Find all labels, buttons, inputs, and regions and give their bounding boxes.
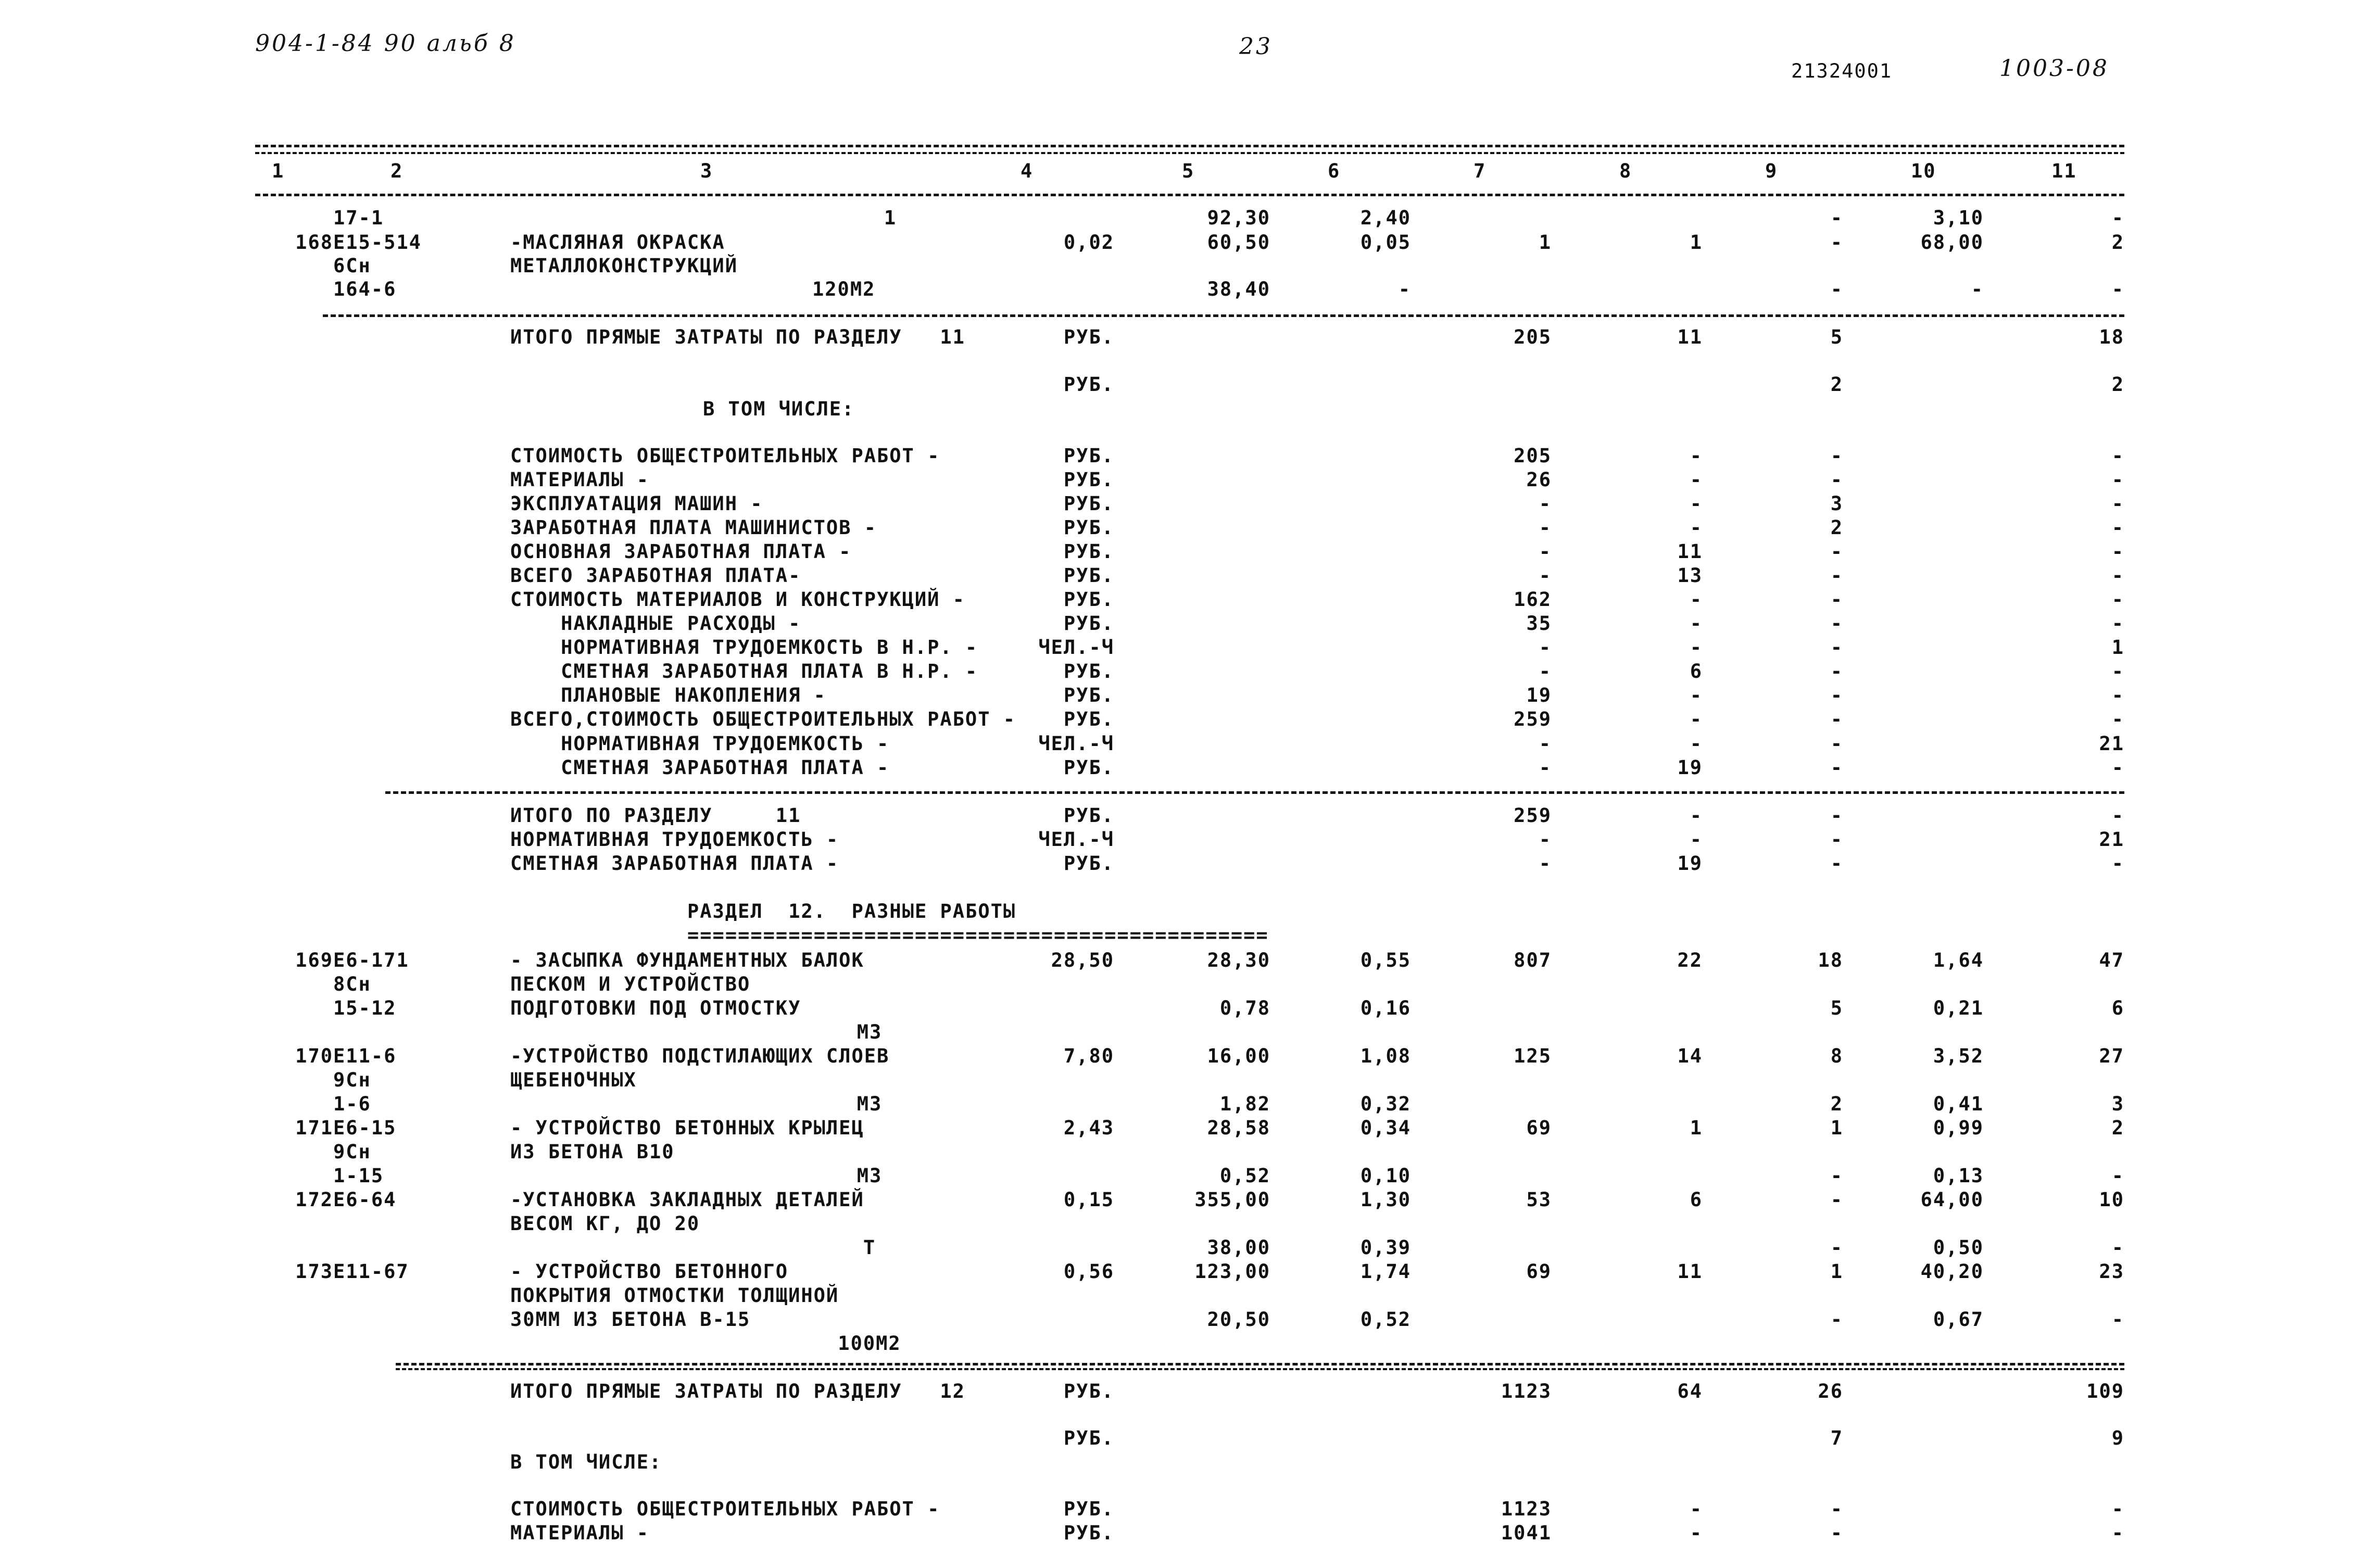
table-cell-c4: РУБ. [1063,1498,1114,1520]
table-cell-c8: - [1690,804,1703,827]
table-cell-c7: - [1539,516,1552,539]
table-cell-c7: 1 [1539,231,1552,254]
table-cell-c6: 1,30 [1360,1188,1411,1211]
table-cell-c3: ПОДГОТОВКИ ПОД ОТМОСТКУ [510,997,801,1019]
table-cell-c11: 2 [2111,231,2124,254]
table-cell-c2: 9Сн [333,1141,371,1163]
table-cell-c4: 2,43 [1063,1117,1114,1139]
table-cell-c3: СТОИМОСТЬ ОБЩЕСТРОИТЕЛЬНЫХ РАБОТ - [510,1498,940,1520]
table-cell-c9: 8 [1830,1045,1843,1067]
table-cell-c9: - [1830,1498,1843,1520]
table-cell-c8: - [1690,1522,1703,1544]
table-cell-c2: Е11-6 [333,1045,397,1067]
table-cell-c3: ЭКСПЛУАТАЦИЯ МАШИН - [510,492,763,515]
table-cell-c6: 1,74 [1360,1260,1411,1283]
table-cell-c5: 60,50 [1207,231,1270,254]
column-number-5: 5 [1182,160,1195,182]
table-cell-c3: РАЗДЕЛ 12. РАЗНЫЕ РАБОТЫ [687,900,1016,922]
section-rule [396,1363,2124,1365]
section-rule [396,1368,2124,1370]
table-cell-c4: 28,50 [1051,949,1114,971]
table-cell-c11: 3 [2111,1093,2124,1115]
table-cell-c11: 6 [2111,997,2124,1019]
table-cell-c3: НОРМАТИВНАЯ ТРУДОЕМКОСТЬ - [510,732,890,755]
table-cell-c10: 40,20 [1920,1260,1984,1283]
table-cell-c10: 0,99 [1933,1117,1984,1139]
table-cell-c4: РУБ. [1063,804,1114,827]
table-cell-c9: 2 [1830,516,1843,539]
table-cell-c9: - [1830,1236,1843,1259]
table-cell-c5: 355,00 [1194,1188,1270,1211]
table-cell-c3: СМЕТНАЯ ЗАРАБОТНАЯ ПЛАТА В Н.Р. - [510,660,978,682]
table-cell-c9: - [1830,1188,1843,1211]
table-cell-c3: В ТОМ ЧИСЛЕ: [703,398,855,420]
table-cell-c6: - [1398,278,1411,300]
table-cell-c4: 0,02 [1063,231,1114,254]
table-cell-c3: ИТОГО ПО РАЗДЕЛУ 11 [510,804,801,827]
table-cell-c3: 120М2 [812,278,876,300]
table-cell-c4: РУБ. [1063,492,1114,515]
table-cell-c8: 1 [1690,1117,1703,1139]
table-cell-c3: - ЗАСЫПКА ФУНДАМЕНТНЫХ БАЛОК [510,949,864,971]
table-cell-c7: 259 [1514,708,1552,730]
table-cell-c9: - [1830,684,1843,706]
table-cell-c2: 1-15 [333,1165,384,1187]
table-cell-c9: 5 [1830,997,1843,1019]
table-cell-c8: - [1690,732,1703,755]
table-cell-c3: ОСНОВНАЯ ЗАРАБОТНАЯ ПЛАТА - [510,540,852,563]
table-cell-c9: - [1830,1308,1843,1331]
table-cell-c7: 69 [1526,1117,1552,1139]
table-cell-c3: ЩЕБЕНОЧНЫХ [510,1069,637,1091]
table-cell-c10: 0,21 [1933,997,1984,1019]
table-cell-c6: 0,16 [1360,997,1411,1019]
table-cell-c3: ПЕСКОМ И УСТРОЙСТВО [510,973,751,995]
table-cell-c8: - [1690,636,1703,659]
table-cell-c9: 5 [1830,326,1843,348]
column-header-rule [255,194,2124,196]
table-cell-c10: 68,00 [1920,231,1984,254]
table-cell-c11: - [2111,1165,2124,1187]
table-cell-c2: Е6-171 [333,949,409,971]
table-cell-c5: 123,00 [1194,1260,1270,1283]
table-cell-c7: - [1539,732,1552,755]
table-cell-c4: РУБ. [1063,1427,1114,1449]
table-cell-c4: РУБ. [1063,684,1114,706]
table-cell-c3: СТОИМОСТЬ МАТЕРИАЛОВ И КОНСТРУКЦИЙ - [510,588,965,611]
stamp-code: 21324001 [1791,60,1893,82]
table-cell-c3: - УСТРОЙСТВО БЕТОННОГО [510,1260,789,1283]
table-cell-c11: - [2111,1236,2124,1259]
table-cell-c11: - [2111,708,2124,730]
table-cell-c9: - [1830,852,1843,875]
column-number-11: 11 [2051,160,2077,182]
table-cell-c7: - [1539,540,1552,563]
table-cell-c7: - [1539,828,1552,851]
section-rule [385,791,2124,794]
table-cell-c2: 8Сн [333,973,371,995]
table-cell-c7: - [1539,636,1552,659]
table-cell-c2: Е11-67 [333,1260,409,1283]
table-cell-c5: 28,30 [1207,949,1270,971]
table-cell-c11: 109 [2086,1380,2124,1402]
table-cell-c11: 18 [2099,326,2124,348]
table-cell-c4: РУБ. [1063,612,1114,635]
table-cell-c3: -УСТАНОВКА ЗАКЛАДНЫХ ДЕТАЛЕЙ [510,1188,864,1211]
table-cell-c1: 170 [295,1045,333,1067]
table-cell-c8: 22 [1677,949,1703,971]
table-cell-c11: - [2111,1522,2124,1544]
table-cell-c11: - [2111,445,2124,467]
table-cell-c11: 2 [2111,373,2124,396]
table-cell-c11: - [2111,540,2124,563]
table-cell-c9: - [1830,207,1843,229]
table-cell-c9: - [1830,588,1843,611]
table-cell-c7: 69 [1526,1260,1552,1283]
table-cell-c8: 6 [1690,660,1703,682]
table-cell-c3: СТОИМОСТЬ ОБЩЕСТРОИТЕЛЬНЫХ РАБОТ - [510,445,940,467]
table-cell-c9: 1 [1830,1117,1843,1139]
column-number-7: 7 [1474,160,1487,182]
column-number-8: 8 [1619,160,1632,182]
column-number-10: 10 [1911,160,1936,182]
table-cell-c11: - [2111,612,2124,635]
table-cell-c5: 38,00 [1207,1236,1270,1259]
table-cell-c9: - [1830,732,1843,755]
table-cell-c9: 3 [1830,492,1843,515]
table-cell-c8: - [1690,828,1703,851]
table-cell-c2: Е6-64 [333,1188,397,1211]
sheet-code: 1003-08 [1999,55,2109,82]
table-cell-c2: 6Сн [333,255,371,277]
table-cell-c8: 11 [1677,326,1703,348]
table-cell-c9: - [1830,708,1843,730]
table-cell-c11: - [2111,564,2124,587]
table-cell-c11: - [2111,469,2124,491]
table-cell-c2: 15-12 [333,997,397,1019]
table-cell-c3: ИТОГО ПРЯМЫЕ ЗАТРАТЫ ПО РАЗДЕЛУ 11 [510,326,965,348]
table-cell-c7: 205 [1514,326,1552,348]
table-cell-c7: - [1539,492,1552,515]
table-cell-c7: 807 [1514,949,1552,971]
table-cell-c2: Е6-15 [333,1117,397,1139]
table-cell-c9: - [1830,445,1843,467]
table-cell-c3: МЕТАЛЛОКОНСТРУКЦИЙ [510,255,738,277]
table-cell-c11: - [2111,1308,2124,1331]
table-cell-c3: В ТОМ ЧИСЛЕ: [510,1451,662,1473]
table-cell-c3: ============================================== [687,924,1269,946]
table-cell-c2: Е15-514 [333,231,422,254]
table-cell-c9: 18 [1818,949,1843,971]
table-cell-c8: - [1690,708,1703,730]
table-cell-c3: -УСТРОЙСТВО ПОДСТИЛАЮЩИХ СЛОЕВ [510,1045,890,1067]
table-cell-c3b: М3 [857,1021,883,1043]
table-cell-c11: 9 [2111,1427,2124,1449]
table-cell-c5: 0,78 [1219,997,1270,1019]
table-cell-c3: ВСЕГО,СТОИМОСТЬ ОБЩЕСТРОИТЕЛЬНЫХ РАБОТ - [510,708,1016,730]
table-cell-c3: СМЕТНАЯ ЗАРАБОТНАЯ ПЛАТА - [510,852,839,875]
table-cell-c10: 0,13 [1933,1165,1984,1187]
table-cell-c4: 0,56 [1063,1260,1114,1283]
column-number-6: 6 [1328,160,1341,182]
table-cell-c9: - [1830,469,1843,491]
table-top-rule-2 [255,152,2124,154]
table-cell-c7: 26 [1526,469,1552,491]
table-cell-c10: - [1971,278,1984,300]
table-cell-c10: 0,41 [1933,1093,1984,1115]
table-cell-c8: - [1690,516,1703,539]
table-cell-c10: 0,50 [1933,1236,1984,1259]
table-cell-c9: - [1830,660,1843,682]
table-cell-c3b: 100М2 [838,1332,901,1355]
table-cell-c4: РУБ. [1063,373,1114,396]
column-number-9: 9 [1765,160,1778,182]
table-cell-c3b: М3 [857,1165,883,1187]
table-cell-c6: 0,55 [1360,949,1411,971]
table-cell-c2: 1-6 [333,1093,371,1115]
table-cell-c4: ЧЕЛ.-Ч [1038,828,1114,851]
table-cell-c4: 0,15 [1063,1188,1114,1211]
table-cell-c3: МАТЕРИАЛЫ - [510,469,650,491]
table-cell-c11: - [2111,278,2124,300]
table-cell-c8: - [1690,1498,1703,1520]
table-cell-c8: 6 [1690,1188,1703,1211]
table-cell-c1: 172 [295,1188,333,1211]
table-cell-c7: 259 [1514,804,1552,827]
table-cell-c11: 23 [2099,1260,2124,1283]
table-cell-c11: 21 [2099,828,2124,851]
column-number-1: 1 [272,160,285,182]
table-cell-c11: 10 [2099,1188,2124,1211]
document-code: 904-1-84 90 альб 8 [255,30,516,57]
section-rule [323,314,2124,317]
table-cell-c1: 168 [295,231,333,254]
table-cell-c4: РУБ. [1063,852,1114,875]
table-cell-c3: МАТЕРИАЛЫ - [510,1522,650,1544]
table-cell-c4: РУБ. [1063,564,1114,587]
table-cell-c2: 9Сн [333,1069,371,1091]
table-cell-c7: 19 [1526,684,1552,706]
table-cell-c4: РУБ. [1063,326,1114,348]
table-cell-c10: 3,52 [1933,1045,1984,1067]
table-cell-c11: - [2111,660,2124,682]
table-cell-c8: 11 [1677,1260,1703,1283]
table-cell-c9: 26 [1818,1380,1843,1402]
table-cell-c7: 205 [1514,445,1552,467]
table-cell-c3: -МАСЛЯНАЯ ОКРАСКА [510,231,725,254]
table-cell-c3: НАКЛАДНЫЕ РАСХОДЫ - [510,612,801,635]
table-cell-c6: 2,40 [1360,207,1411,229]
table-cell-c4: РУБ. [1063,588,1114,611]
table-cell-c1: 169 [295,949,333,971]
column-number-4: 4 [1021,160,1034,182]
table-cell-c7: 1123 [1501,1498,1552,1520]
table-cell-c3b: 1 [884,207,897,229]
table-cell-c4: РУБ. [1063,756,1114,779]
table-cell-c11: - [2111,684,2124,706]
table-cell-c9: - [1830,828,1843,851]
table-cell-c8: - [1690,445,1703,467]
table-cell-c8: 11 [1677,540,1703,563]
table-cell-c1: 173 [295,1260,333,1283]
table-cell-c4: РУБ. [1063,540,1114,563]
column-number-3: 3 [700,160,713,182]
table-cell-c11: - [2111,516,2124,539]
table-cell-c11: 47 [2099,949,2124,971]
table-cell-c3: СМЕТНАЯ ЗАРАБОТНАЯ ПЛАТА - [510,756,890,779]
table-cell-c6: 0,32 [1360,1093,1411,1115]
table-top-rule [255,145,2124,147]
table-cell-c9: - [1830,278,1843,300]
table-cell-c9: 1 [1830,1260,1843,1283]
table-cell-c8: - [1690,684,1703,706]
table-cell-c4: ЧЕЛ.-Ч [1038,732,1114,755]
table-cell-c11: - [2111,492,2124,515]
table-cell-c10: 64,00 [1920,1188,1984,1211]
page-number: 23 [1239,33,1273,60]
table-cell-c7: - [1539,756,1552,779]
table-cell-c4: РУБ. [1063,445,1114,467]
table-cell-c4: РУБ. [1063,660,1114,682]
table-cell-c11: 27 [2099,1045,2124,1067]
table-cell-c9: - [1830,1522,1843,1544]
table-cell-c5: 38,40 [1207,278,1270,300]
table-cell-c3: - УСТРОЙСТВО БЕТОННЫХ КРЫЛЕЦ [510,1117,864,1139]
table-cell-c5: 92,30 [1207,207,1270,229]
table-cell-c9: - [1830,756,1843,779]
table-cell-c8: 1 [1690,231,1703,254]
table-cell-c9: - [1830,564,1843,587]
table-cell-c6: 0,05 [1360,231,1411,254]
table-cell-c11: - [2111,804,2124,827]
table-cell-c1: 171 [295,1117,333,1139]
table-cell-c11: - [2111,207,2124,229]
table-cell-c10: 1,64 [1933,949,1984,971]
table-cell-c3: ЗАРАБОТНАЯ ПЛАТА МАШИНИСТОВ - [510,516,877,539]
table-cell-c6: 0,39 [1360,1236,1411,1259]
table-cell-c11: 2 [2111,1117,2124,1139]
table-cell-c9: 2 [1830,1093,1843,1115]
table-cell-c4: ЧЕЛ.-Ч [1038,636,1114,659]
table-cell-c9: - [1830,612,1843,635]
table-cell-c10: 0,67 [1933,1308,1984,1331]
table-cell-c8: 14 [1677,1045,1703,1067]
table-cell-c9: - [1830,231,1843,254]
table-cell-c8: 13 [1677,564,1703,587]
column-number-2: 2 [391,160,404,182]
table-cell-c3: ПОКРЫТИЯ ОТМОСТКИ ТОЛЩИНОЙ [510,1284,839,1307]
table-cell-c11: - [2111,756,2124,779]
table-cell-c11: 1 [2111,636,2124,659]
table-cell-c3: НОРМАТИВНАЯ ТРУДОЕМКОСТЬ В Н.Р. - [510,636,978,659]
table-cell-c11: - [2111,852,2124,875]
table-cell-c4: РУБ. [1063,516,1114,539]
table-cell-c9: - [1830,636,1843,659]
table-cell-c9: - [1830,540,1843,563]
table-cell-c7: - [1539,564,1552,587]
table-cell-c8: 19 [1677,756,1703,779]
table-cell-c7: 125 [1514,1045,1552,1067]
table-cell-c2: 17-1 [333,207,384,229]
table-cell-c5: 16,00 [1207,1045,1270,1067]
table-cell-c7: 53 [1526,1188,1552,1211]
table-cell-c4: РУБ. [1063,1380,1114,1402]
table-cell-c5: 0,52 [1219,1165,1270,1187]
table-cell-c8: 64 [1677,1380,1703,1402]
table-cell-c6: 1,08 [1360,1045,1411,1067]
table-cell-c3b: Т [863,1236,876,1259]
table-cell-c9: 7 [1830,1427,1843,1449]
table-cell-c2: 164-6 [333,278,397,300]
table-cell-c5: 20,50 [1207,1308,1270,1331]
table-cell-c4: РУБ. [1063,708,1114,730]
table-cell-c6: 0,10 [1360,1165,1411,1187]
table-cell-c7: 162 [1514,588,1552,611]
table-cell-c3: ПЛАНОВЫЕ НАКОПЛЕНИЯ - [510,684,826,706]
table-cell-c4: РУБ. [1063,469,1114,491]
table-cell-c5: 28,58 [1207,1117,1270,1139]
table-cell-c8: 19 [1677,852,1703,875]
table-cell-c4: 7,80 [1063,1045,1114,1067]
table-cell-c8: - [1690,492,1703,515]
table-cell-c7: 1041 [1501,1522,1552,1544]
table-cell-c11: - [2111,588,2124,611]
table-cell-c3b: М3 [857,1093,883,1115]
table-cell-c9: 2 [1830,373,1843,396]
table-cell-c11: 21 [2099,732,2124,755]
table-cell-c7: - [1539,660,1552,682]
table-cell-c11: - [2111,1498,2124,1520]
table-cell-c5: 1,82 [1219,1093,1270,1115]
table-cell-c7: - [1539,852,1552,875]
table-cell-c3: НОРМАТИВНАЯ ТРУДОЕМКОСТЬ - [510,828,839,851]
table-cell-c6: 0,52 [1360,1308,1411,1331]
table-cell-c7: 35 [1526,612,1552,635]
table-cell-c3: ИТОГО ПРЯМЫЕ ЗАТРАТЫ ПО РАЗДЕЛУ 12 [510,1380,965,1402]
table-cell-c7: 1123 [1501,1380,1552,1402]
table-cell-c3: ВСЕГО ЗАРАБОТНАЯ ПЛАТА- [510,564,801,587]
table-cell-c9: - [1830,1165,1843,1187]
table-cell-c3: ВЕСОМ КГ, ДО 20 [510,1212,700,1235]
table-cell-c3: 30ММ ИЗ БЕТОНА В-15 [510,1308,751,1331]
table-cell-c8: - [1690,588,1703,611]
table-cell-c6: 0,34 [1360,1117,1411,1139]
table-cell-c10: 3,10 [1933,207,1984,229]
table-cell-c8: - [1690,612,1703,635]
table-cell-c8: - [1690,469,1703,491]
table-cell-c4: РУБ. [1063,1522,1114,1544]
table-cell-c3: ИЗ БЕТОНА В10 [510,1141,675,1163]
table-cell-c9: - [1830,804,1843,827]
